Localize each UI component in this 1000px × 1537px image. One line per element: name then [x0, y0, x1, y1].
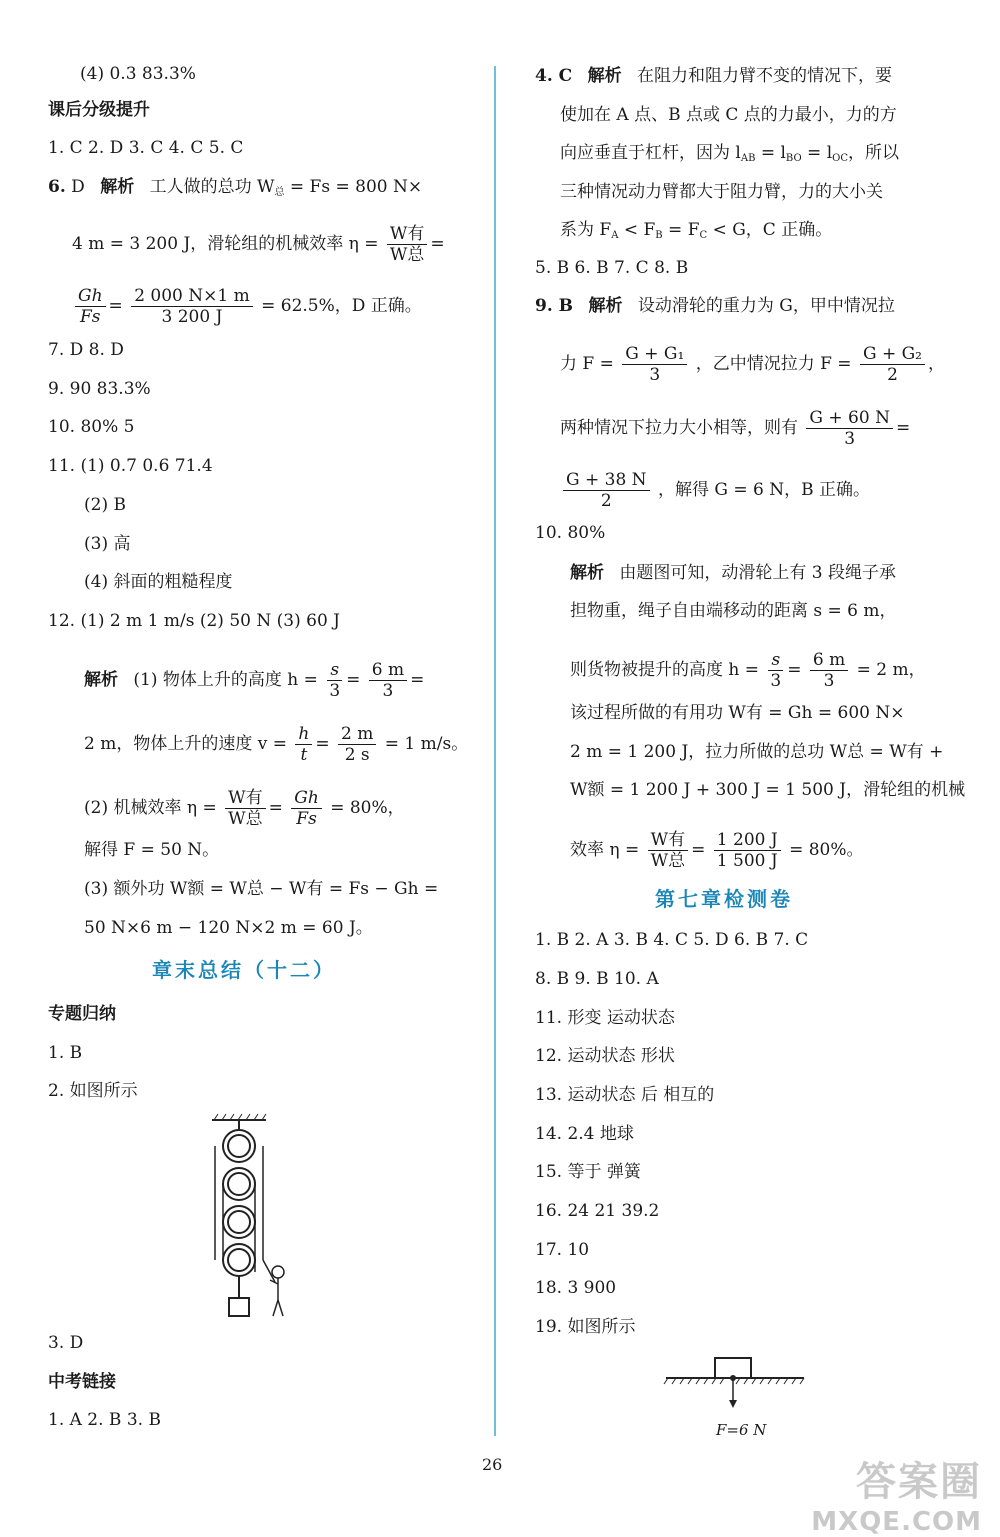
answer-line: 18. 3 900 [535, 1278, 617, 1298]
answer-line: 1. B [48, 1043, 83, 1063]
fraction: $\frac{G + 38 N}{2}$ [563, 470, 650, 511]
fraction: $\frac{\text{G + G₂}}{2}$ [860, 344, 925, 385]
fraction: $\frac{Gh}{Fs}$ [291, 788, 322, 829]
section-heading: 课后分级提升 [48, 100, 150, 120]
answer-line: (2) B [84, 495, 126, 515]
answer-line: 14. 2.4 地球 [535, 1124, 634, 1144]
q10-line3: 则货物被提升的高度 h = $\frac{s}{3}$ = $\frac{6 m}{3}$ = 2 m， [570, 650, 926, 691]
answer-line: 50 N×6 m − 120 N×2 m = 60 J。 [84, 918, 373, 938]
answer-line: 担物重，绳子自由端移动的距离 s = 6 m， [570, 601, 897, 621]
person-figure [270, 1266, 284, 1316]
answer-line: 16. 24 21 39.2 [535, 1201, 660, 1221]
force-label: F=6 N [716, 1421, 767, 1439]
q12-line1: 解析 (1) 物体上升的高度 h = $\frac{s}{3}$ = $\frac{6 m}{3}$ = [84, 660, 425, 701]
q9-line2: 力 F = $\frac{\text{G + G₁}}{3}$ ，乙中情况拉力 F = $\frac{\text{G + G₂}}{2}$ ， [560, 344, 945, 385]
chapter-test-title: 第七章检测卷 [655, 887, 793, 911]
answer-line: 5. B 6. B 7. C 8. B [535, 258, 689, 278]
q10-line7: 效率 η = $\frac{\text{W有}}{\text{W总}}$ = $\frac{1 200 J}{1 500 J}$ = 80%。 [570, 830, 864, 871]
answer-line: 12. 运动状态 形状 [535, 1046, 675, 1066]
answer-line: 8. B 9. B 10. A [535, 969, 659, 989]
answer-line: 7. D 8. D [48, 340, 124, 360]
fraction: $\frac{Gh}{Fs}$ [75, 286, 106, 327]
answer-line: 15. 等于 弹簧 [535, 1162, 641, 1182]
section-heading: 中考链接 [48, 1372, 116, 1392]
fraction: $\frac{2 000 N\times 1 m}{3 200 J}$ [131, 286, 253, 327]
answer-line: 9. 90 83.3% [48, 379, 151, 399]
answer-line: (4) 0.3 83.3% [80, 64, 196, 84]
answer-line: 17. 10 [535, 1240, 590, 1260]
answer-line: (3) 高 [84, 534, 131, 554]
answer-line: 10. 80% 5 [48, 417, 135, 437]
fraction: $\frac{\text{W有}}{\text{W总}}$ [648, 830, 688, 871]
column-divider [494, 66, 496, 1436]
answer-line: W额 = 1 200 J + 300 J = 1 500 J，滑轮组的机械 [570, 780, 966, 800]
answer-line: 使加在 A 点、B 点或 C 点的力最小，力的方 [560, 105, 897, 125]
fraction: $\frac{\text{G + G₁}}{3}$ [622, 344, 687, 385]
fraction: $\frac{2 m}{2 s}$ [338, 724, 376, 765]
q10-line1: 解析 由题图可知，动滑轮上有 3 段绳子承 [570, 563, 897, 583]
q6-line2: 4 m = 3 200 J，滑轮组的机械效率 η = $\frac{\text{W有}}{\text{W总}}$ = [72, 224, 445, 265]
q9-line4: $\frac{G + 38 N}{2}$ ，解得 G = 6 N，B 正确。 [560, 470, 870, 511]
fraction: $\frac{s}{3}$ [770, 650, 782, 691]
answer-line: 10. 80% [535, 523, 606, 543]
load-block [229, 1298, 249, 1316]
chapter-summary-title: 章末总结（十二） [152, 958, 336, 982]
q6-line1: 6. D 解析 工人做的总功 $W_总 = Fs = 800$ N× [48, 177, 423, 198]
q9-line1: 9. B 解析 设动滑轮的重力为 G，甲中情况拉 [535, 296, 895, 316]
answer-line: 12. (1) 2 m 1 m/s (2) 50 N (3) 60 J [48, 611, 340, 631]
answer-line: 1. A 2. B 3. B [48, 1410, 161, 1430]
answer-line: (3) 额外功 W额 = W总 − W有 = Fs − Gh = [84, 879, 439, 899]
answer-line: 2. 如图所示 [48, 1081, 138, 1101]
answer-line: 1. C 2. D 3. C 4. C 5. C [48, 138, 244, 158]
q4-line1: 4. C 解析 在阻力和阻力臂不变的情况下，要 [535, 66, 893, 86]
fraction: $\frac{G + 60 N}{3}$ [806, 408, 893, 449]
watermark-logo: 答案圈 MXQE.COM [811, 1459, 982, 1537]
section-heading: 专题归纳 [48, 1004, 116, 1024]
pulley-wheels [223, 1130, 255, 1276]
q12-line2: 2 m，物体上升的速度 v = $\frac{h}{t}$ = $\frac{2 m}{2 s}$ = 1 m/s。 [84, 724, 469, 765]
fraction: $\frac{\text{W有}}{\text{W总}}$ [387, 224, 427, 265]
fraction: $\frac{\text{W有}}{\text{W总}}$ [225, 788, 265, 829]
pulley-system-diagram [200, 1112, 300, 1324]
answer-line: 19. 如图所示 [535, 1317, 636, 1337]
answer-line: (4) 斜面的粗糙程度 [84, 572, 233, 592]
fraction: $\frac{h}{t}$ [295, 724, 312, 765]
fraction: $\frac{1 200 J}{1 500 J}$ [714, 830, 781, 871]
q9-line3: 两种情况下拉力大小相等，则有 $\frac{G + 60 N}{3}$ = [560, 408, 911, 449]
q12-line3: (2) 机械效率 η = $\frac{\text{W有}}{\text{W总}}$ = $\frac{Gh}{Fs}$ = 80%， [84, 788, 405, 829]
page-number: 26 [482, 1455, 503, 1474]
answer-line: 11. (1) 0.7 0.6 71.4 [48, 456, 213, 476]
answer-line: 该过程所做的有用功 W有 = Gh = 600 N× [570, 703, 905, 723]
answer-line: 2 m = 1 200 J，拉力所做的总功 W总 = W有 + [570, 742, 944, 762]
answer-line: 11. 形变 运动状态 [535, 1008, 675, 1028]
force-diagram [660, 1352, 810, 1412]
arrow-head [729, 1400, 737, 1408]
q4-line5: 系为 $F_A < F_B = F_C < G$，C 正确。 [560, 220, 833, 241]
fraction: $\frac{s}{3}$ [329, 660, 341, 701]
answer-line: 三种情况动力臂都大于阻力臂，力的大小关 [560, 182, 883, 202]
q6-line3: $\frac{Gh}{Fs}$ = $\frac{2 000 N\times 1 m}{3 200 J}$ = 62.5%，D 正确。 [72, 286, 422, 327]
q4-line3: 向应垂直于杠杆，因为 $l_{AB} = l_{BO} = l_{OC}$，所以 [560, 143, 900, 164]
answer-line: 3. D [48, 1333, 84, 1353]
answer-line: 13. 运动状态 后 相互的 [535, 1085, 715, 1105]
fraction: $\frac{6 m}{3}$ [810, 650, 848, 691]
fraction: $\frac{6 m}{3}$ [369, 660, 407, 701]
answer-line: 解得 F = 50 N。 [84, 840, 220, 860]
answer-line: 1. B 2. A 3. B 4. C 5. D 6. B 7. C [535, 930, 809, 950]
